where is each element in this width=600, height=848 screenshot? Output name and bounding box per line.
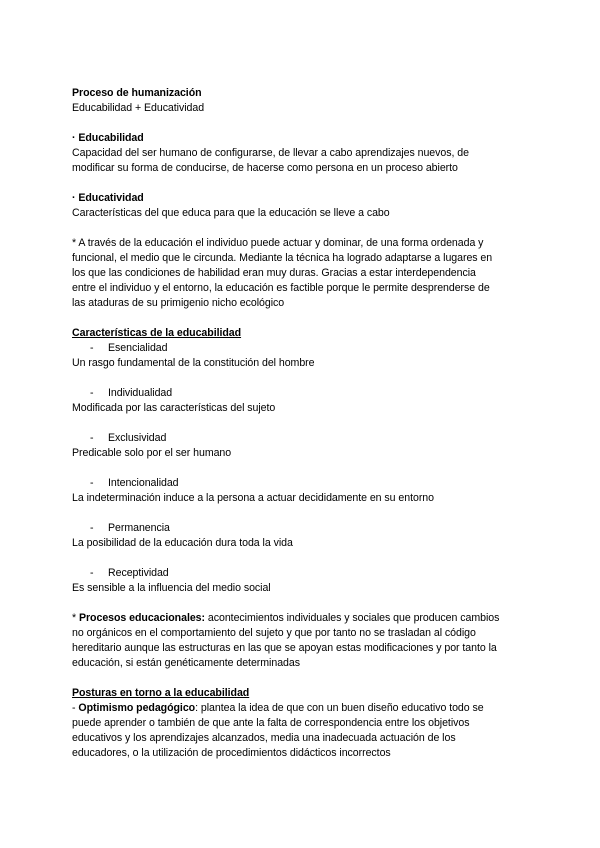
- note-line: entre el individuo y el entorno, la educación es factible porque le permite desprenderse de: [72, 282, 490, 294]
- procesos-line: hereditario aunque las estructuras en las que se apoyan estas modificaciones y por tanto la: [72, 642, 497, 654]
- list-term: Intencionalidad: [108, 477, 179, 489]
- optimismo-line: educadores, o la utilización de procedimientos didácticos incorrectos: [72, 747, 391, 759]
- list-description: Un rasgo fundamental de la constitución del hombre: [72, 357, 315, 369]
- optimismo-first-rest: : plantea la idea de que con un buen diseño educativo todo se: [195, 702, 484, 714]
- spacer: [72, 176, 532, 191]
- note-line: funcional, el medio que le circunda. Mediante la técnica ha logrado adaptarse a lugares en: [72, 252, 493, 264]
- list-description: Es sensible a la influencia del medio social: [72, 582, 271, 594]
- document-page: [72, 86, 532, 761]
- optimismo-line: puede aprender o también de que ante la falta de correspondencia entre los objetivos: [72, 717, 470, 729]
- list-item: [72, 566, 532, 581]
- list-item: [72, 476, 532, 491]
- list-bullet: -: [90, 387, 94, 399]
- procesos-line: no orgánicos en el comportamiento del sujeto y que por tanto no se trasladan al código: [72, 627, 476, 639]
- educatividad-line: Características del que educa para que la educación se lleve a cabo: [72, 207, 390, 219]
- list-bullet: -: [90, 432, 94, 444]
- spacer: [72, 551, 532, 566]
- spacer: [72, 596, 532, 611]
- list-term: Individualidad: [108, 387, 173, 399]
- spacer: [72, 311, 532, 326]
- list-item: [72, 341, 532, 356]
- caracteristicas-list: [72, 341, 532, 596]
- list-description: La indeterminación induce a la persona a actuar decididamente en su entorno: [72, 492, 434, 504]
- list-bullet: -: [90, 522, 94, 534]
- procesos-paragraph-first: [72, 611, 532, 626]
- note-line: * A través de la educación el individuo puede actuar y dominar, de una forma ordenada y: [72, 237, 484, 249]
- procesos-first-rest: acontecimientos individuales y sociales que producen cambios: [205, 612, 500, 624]
- procesos-line: educación, si están genéticamente determinadas: [72, 657, 300, 669]
- list-bullet: -: [90, 477, 94, 489]
- document-subtitle: Educabilidad + Educatividad: [72, 102, 205, 114]
- list-bullet: -: [90, 567, 94, 579]
- educabilidad-line: modificar su forma de conducirse, de hacerse como persona en un proceso abierto: [72, 162, 458, 174]
- list-term: Esencialidad: [108, 342, 168, 354]
- list-item: [72, 386, 532, 401]
- spacer: [72, 371, 532, 386]
- procesos-term: Procesos educacionales:: [78, 612, 206, 624]
- educabilidad-heading: · Educabilidad: [72, 132, 144, 144]
- list-term: Exclusividad: [108, 432, 167, 444]
- optimismo-paragraph-first: [72, 701, 532, 716]
- spacer: [72, 416, 532, 431]
- spacer: [72, 671, 532, 686]
- optimismo-prefix: -: [72, 702, 79, 714]
- list-term: Permanencia: [108, 522, 170, 534]
- list-item: [72, 431, 532, 446]
- educatividad-heading: · Educatividad: [72, 192, 144, 204]
- document-title: Proceso de humanización: [72, 87, 202, 99]
- list-description: La posibilidad de la educación dura toda la vida: [72, 537, 293, 549]
- posturas-heading: Posturas en torno a la educabilidad: [72, 687, 250, 699]
- optimismo-term: Optimismo pedagógico: [78, 702, 196, 714]
- spacer: [72, 461, 532, 476]
- procesos-prefix: *: [72, 612, 79, 624]
- educabilidad-line: Capacidad del ser humano de configurarse, de llevar a cabo aprendizajes nuevos, de: [72, 147, 469, 159]
- list-description: Modificada por las características del sujeto: [72, 402, 276, 414]
- spacer: [72, 506, 532, 521]
- note-line: los que las condiciones de habilidad eran muy duras. Gracias a estar interdependencia: [72, 267, 476, 279]
- caracteristicas-heading: Características de la educabilidad: [72, 327, 242, 339]
- optimismo-line: educativos y los aprendizajes alcanzados, media una inadecuada actuación de los: [72, 732, 456, 744]
- spacer: [72, 116, 532, 131]
- list-bullet: -: [90, 342, 94, 354]
- list-description: Predicable solo por el ser humano: [72, 447, 232, 459]
- note-line: las ataduras de su primigenio nicho ecológico: [72, 297, 285, 309]
- spacer: [72, 221, 532, 236]
- list-item: [72, 521, 532, 536]
- list-term: Receptividad: [108, 567, 169, 579]
